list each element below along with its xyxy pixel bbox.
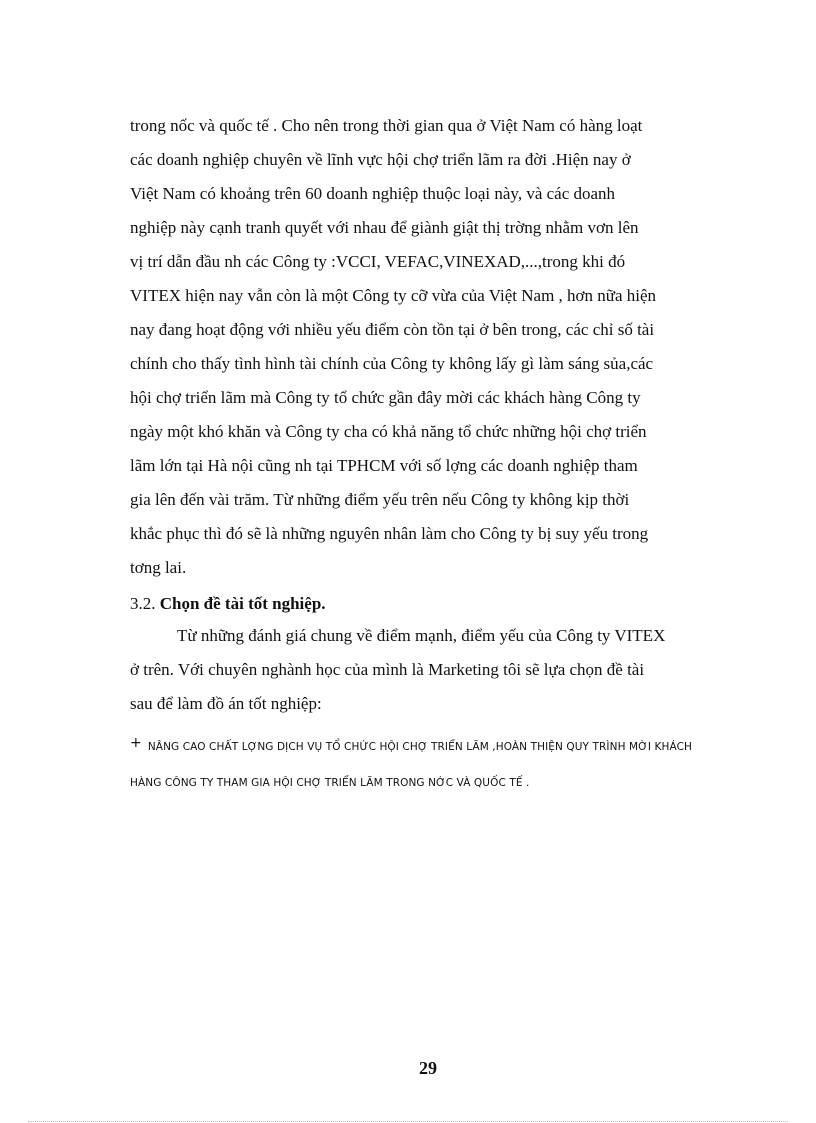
paragraph-2-line: sau để làm đồ án tốt nghiệp: — [130, 694, 322, 713]
paragraph-1-line: nghiệp này cạnh tranh quyết với nhau để giành giật thị trờng nhằm vơn lên — [130, 218, 639, 237]
topic-text: NÂNG CAO CHẤT LỢNG DỊCH VỤ TỔ CHỨC HỘI CHỢ TRIỂN LÃM ,HOÀN THIỆN QUY TRÌNH MỜI KHÁCH — [147, 741, 692, 753]
paragraph-2-line: ở trên. Với chuyên nghành học của mình là Marketing tôi sẽ lựa chọn đề tài — [130, 660, 645, 679]
section-title: Chọn đề tài tốt nghiệp. — [159, 594, 326, 613]
paragraph-1-line: các doanh nghiệp chuyên về lĩnh vực hội chợ triển lãm ra đời .Hiện nay ở — [130, 150, 631, 169]
thesis-topic-line-1 — [130, 736, 692, 756]
footer-divider — [28, 1121, 788, 1122]
paragraph-1-line: Việt Nam có khoảng trên 60 doanh nghiệp thuộc loại này, và các doanh — [130, 184, 616, 203]
page-number: 29 — [419, 1058, 437, 1078]
paragraph-1-line: chính cho thấy tình hình tài chính của Công ty không lấy gì làm sáng sủa,các — [130, 354, 654, 373]
paragraph-1-line: vị trí dẫn đầu nh các Công ty :VCCI, VEFAC,VINEXAD,...,trong khi đó — [130, 252, 626, 271]
paragraph-1-line: trong nốc và quốc tế . Cho nên trong thời gian qua ở Việt Nam có hàng loạt — [130, 116, 643, 135]
paragraph-1-line: nay đang hoạt động với nhiều yếu điểm còn tồn tại ở bên trong, các chỉ số tài — [130, 320, 655, 339]
paragraph-1-line: VITEX hiện nay vẫn còn là một Công ty cỡ vừa của Việt Nam , hơn nữa hiện — [130, 286, 657, 305]
plus-bullet-icon: + — [130, 735, 142, 751]
section-heading — [130, 592, 326, 616]
paragraph-1-line: hội chợ triển lãm mà Công ty tổ chức gần đây mời các khách hàng Công ty — [130, 388, 641, 407]
paragraph-1-line: gia lên đến vài trăm. Từ những điểm yếu trên nếu Công ty không kịp thời — [130, 490, 630, 509]
paragraph-1-line: tơng lai. — [130, 558, 187, 577]
thesis-topic-line-2: HÀNG CÔNG TY THAM GIA HỘI CHỢ TRIỂN LÃM TRONG NỚC VÀ QUỐC TẾ . — [130, 777, 530, 789]
paragraph-1-line: lãm lớn tại Hà nội cũng nh tại TPHCM với số lợng các doanh nghiệp tham — [130, 456, 638, 475]
paragraph-2-line: Từ những đánh giá chung về điểm mạnh, điểm yếu của Công ty VITEX — [177, 626, 666, 645]
paragraph-1-line: ngày một khó khăn và Công ty cha có khả năng tổ chức những hội chợ triển — [130, 422, 647, 441]
paragraph-1-line: khắc phục thì đó sẽ là những nguyên nhân làm cho Công ty bị suy yếu trong — [130, 524, 649, 543]
section-number: 3.2. — [130, 594, 156, 613]
